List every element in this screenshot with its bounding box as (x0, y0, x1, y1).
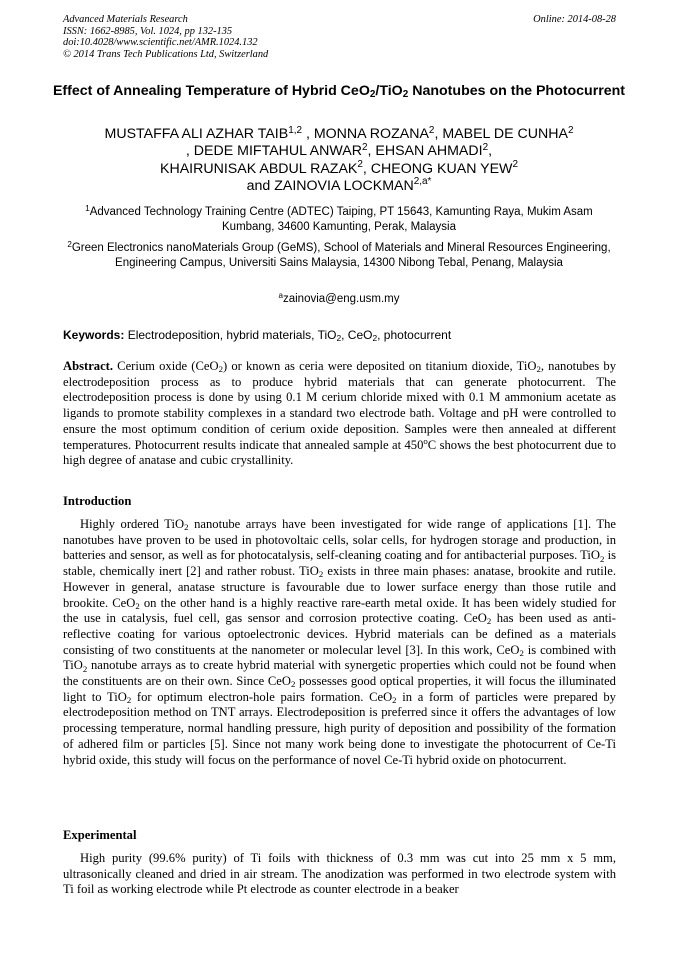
keywords-subscript: 2 (336, 333, 342, 344)
author-affil-mark: 2 (357, 159, 363, 171)
author-affil-mark: 2 (567, 124, 574, 136)
abstract (63, 359, 616, 469)
abstract-subscript: 2 (218, 364, 223, 375)
keywords-text: , photocurrent (377, 328, 452, 342)
keywords-subscript: 2 (372, 333, 378, 344)
abstract-superscript: o (423, 435, 428, 446)
intro-subscript: 2 (184, 522, 189, 533)
section-heading-introduction: Introduction (63, 494, 132, 508)
keywords (63, 328, 616, 343)
author: KHAIRUNISAK ABDUL RAZAK (160, 160, 358, 177)
experimental-paragraph: High purity (99.6% purity) of Ti foils with thickness of 0.3 mm was cut into 25 mm x 5 mm, ultrasonically cleaned and dried in air stream. The anodization was performed in two electrode system with Ti foil as working electrode while Pt electrode as counter electrode in a beaker (63, 851, 616, 897)
intro-text: nanotube arrays have been investigated for wide range of applications [1]. The nanotubes have proven to be used in photovoltaic cells, solar cells, for hydrogen storage and production, in batteries and sensor, as well as for photocatalysis, self-cleaning coating and for antibacterial purposes. TiO (63, 517, 616, 563)
abstract-text: , nanotubes by electrodeposition process as to produce hybrid materials that can generate photocurrent. The electrodeposition process is done by using 0.1 M cerium chloride mixed with 0.1 M ammonium acetate as ligands to promote stability complexes in a standard two electrode bath. Voltage and pH were controlled to ensure the most optimum condition of cerium oxide deposition. Samples were then annealed at different temperatures. Photocurrent results indicate that annealed sample at 450 (63, 359, 616, 452)
introduction-paragraph (63, 517, 616, 768)
intro-subscript: 2 (82, 663, 88, 674)
author: MUSTAFFA ALI AZHAR TAIB (104, 126, 289, 142)
intro-text: has been used as anti-reflective coating for various optoelectronic devices. Hybrid materials can be defined as a materials consisting of two constituents at the nanometer or molecular level [3]. In this work, CeO (63, 611, 616, 657)
journal-copyright: © 2014 Trans Tech Publications Ltd, Switzerland (63, 48, 269, 60)
affiliation-mark: 1 (85, 203, 90, 213)
intro-subscript: 2 (392, 694, 397, 705)
affiliation-mark: 2 (67, 239, 72, 249)
intro-text: is stable, chemically inert [2] and rather robust. TiO (63, 548, 616, 579)
author: , DEDE MIFTAHUL ANWAR (185, 143, 362, 160)
author-affil-mark: 2 (428, 124, 435, 136)
intro-text: is combined with TiO (63, 642, 616, 673)
keywords-label: Keywords: (63, 328, 125, 342)
author: , EHSAN AHMADI (367, 143, 483, 160)
intro-subscript: 2 (318, 569, 324, 580)
author-separator: , (488, 143, 493, 160)
author-affil-mark: 1,2 (288, 124, 302, 136)
intro-text: in a form of particles were prepared by electrodeposition method on TNT arrays. Electrodeposition is preferred since it offers the advantages of low processing temperature, normal handling pressure, high purity of deposition and possibility of the formation of adhered film or particles [5]. Since not many work being done to investigate the photocurrent of Ce-Ti hybrid oxide, this study will focus on the performance of novel Ce-Ti hybrid oxide on photocurrent. (63, 689, 616, 767)
intro-text: for optimum electron-hole pairs formation. CeO (131, 689, 393, 704)
abstract-text: Cerium oxide (CeO (113, 359, 219, 373)
affiliation-1 (66, 205, 612, 236)
email-text: zainovia@eng.usm.my (282, 293, 400, 305)
intro-text: nanotube arrays as to create hybrid material with synergetic properties which could not be found when the constituents are on their own. Since CeO (63, 658, 616, 689)
intro-subscript: 2 (126, 694, 132, 705)
affiliation-text: Green Electronics nanoMaterials Group (GeMS), School of Materials and Mineral Resources Engineering, Engineering Campus, Universiti Sains Malaysia, 14300 Nibong Tebal, Penang, Malaysia (71, 242, 611, 270)
author: , MABEL DE CUNHA (434, 126, 568, 142)
journal-name: Advanced Materials Research (63, 14, 188, 25)
title-text: Nanotubes on the Photocurrent (408, 83, 626, 99)
section-heading-experimental: Experimental (63, 828, 137, 842)
author-list (40, 126, 638, 195)
author: and ZAINOVIA LOCKMAN (246, 177, 414, 194)
journal-issn: ISSN: 1662-8985, Vol. 1024, pp 132-135 (63, 25, 233, 37)
author: , MONNA ROZANA (302, 126, 429, 142)
title-subscript: 2 (369, 89, 376, 101)
intro-subscript: 2 (486, 616, 492, 627)
affiliation-text: Advanced Technology Training Centre (ADTEC) Taiping, PT 15643, Kamunting Raya, Mukim Asam Kumbang, 34600 Kamunting, Perak, Malaysia (89, 206, 593, 234)
author: , CHEONG KUAN YEW (362, 160, 513, 177)
intro-subscript: 2 (135, 600, 140, 611)
online-date: Online: 2014-08-28 (533, 14, 616, 25)
intro-subscript: 2 (519, 647, 524, 658)
keywords-text: Electrodeposition, hybrid materials, TiO (124, 328, 337, 342)
title-subscript: 2 (402, 89, 409, 101)
abstract-subscript: 2 (536, 364, 541, 375)
journal-doi: doi:10.4028/www.scientific.net/AMR.1024.132 (63, 37, 258, 49)
author-affil-mark: 2 (512, 159, 518, 171)
intro-subscript: 2 (290, 679, 296, 690)
author-affil-mark: 2 (361, 141, 368, 153)
abstract-text: C shows the best photocurrent due to high degree of anatase and cubic crystallinity. (63, 437, 616, 468)
intro-text: on the other hand is a highly reactive rare-earth metal oxide. It has been widely studied for the use in catalysis, fuel cell, gas sensor and corrosion protective coating. CeO (63, 595, 616, 626)
title-text: /TiO (375, 83, 403, 99)
affiliation-2 (66, 241, 612, 272)
keywords-text: , CeO (341, 328, 373, 342)
journal-header (63, 14, 616, 60)
intro-subscript: 2 (600, 553, 605, 564)
author-affil-mark: 2 (482, 141, 489, 153)
title-text: Effect of Annealing Temperature of Hybrid CeO (52, 83, 370, 99)
intro-text: exists in three main phases: anatase, brookite and rutile. However in general, anatase structure is favourable due to lower surface energy than those rutile and brookite. CeO (63, 564, 616, 610)
author-affil-mark: 2,a* (413, 176, 432, 188)
paper-title (40, 82, 638, 100)
email-mark: a (278, 290, 283, 300)
intro-text: Highly ordered TiO (80, 517, 185, 531)
abstract-label: Abstract. (63, 359, 114, 373)
intro-text: possesses good optical properties, it will focus the illuminated light to TiO (63, 674, 616, 704)
abstract-text: ) or known as ceria were deposited on titanium dioxide, TiO (222, 359, 537, 373)
corresponding-email (66, 292, 612, 307)
